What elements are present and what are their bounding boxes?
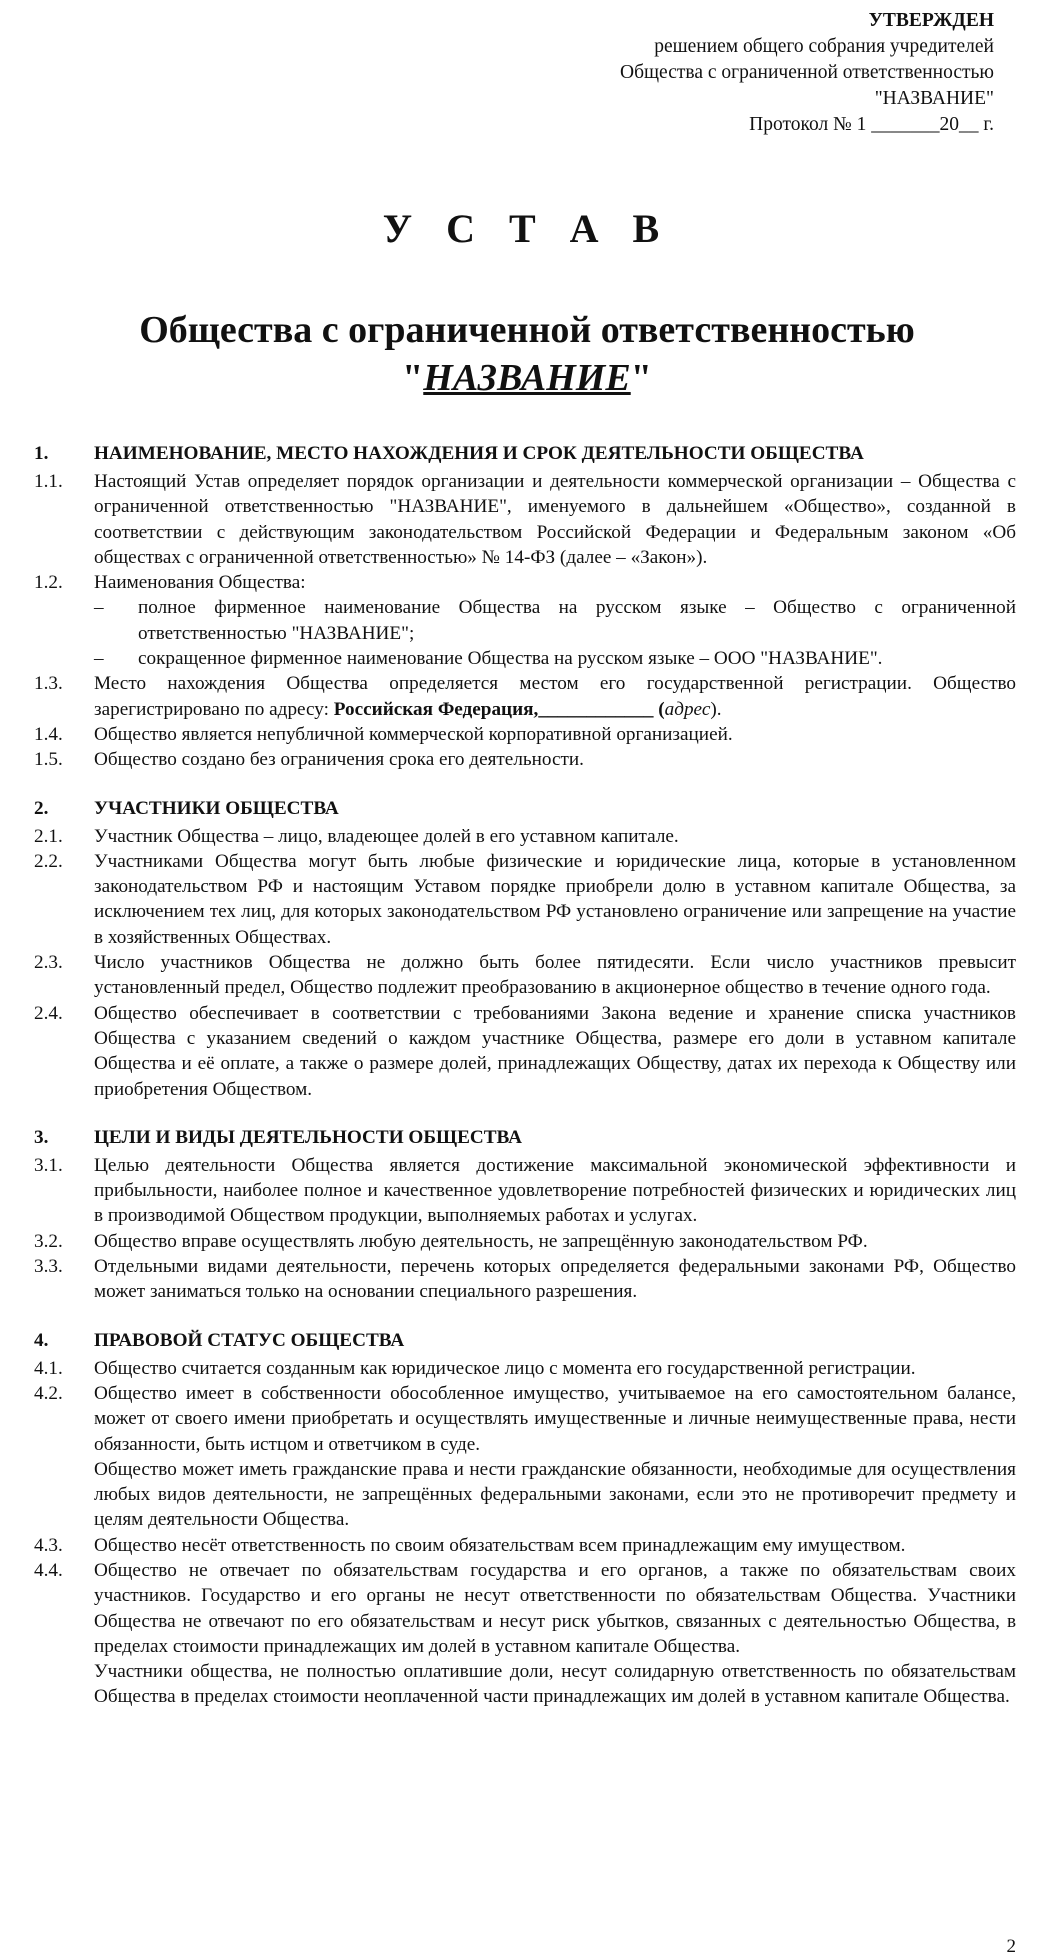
clause [34,671,1016,722]
approval-block [620,8,994,138]
page-number: 2 [1006,1936,1016,1957]
section-spacer [34,773,1016,796]
clause [34,1254,1016,1305]
clause-number: 2.4. [34,1002,63,1024]
charter-body [34,441,1016,1710]
approval-title: УТВЕРЖДЕН [868,10,994,31]
clause-number: 3.2. [34,1230,63,1252]
clause-text: Отдельными видами деятельности, перечень которых определяется федеральными законами РФ, Общество может заниматься только на основании специального разрешения. [94,1256,1016,1303]
section-heading [34,796,1016,822]
clause-text: Общество имеет в собственности обособленное имущество, учитываемое на его самостоятельном балансе, может от своего имени приобретать и осуществлять имущественные и личные неимущественные права, нести обязанности, быть истцом и ответчиком в суде. [94,1382,1016,1455]
clause-text: Целью деятельности Общества является достижение максимальной экономической эффективности и прибыльности, наиболее полное и качественное удовлетворение потребностей физических и юридических лиц в производимой Обществом продукции, выполняемых работах и услугах. [94,1154,1016,1227]
clause-number: 1.3. [34,673,63,695]
organization-title [0,306,1054,402]
quote-open: " [402,357,424,399]
organization-name-line [0,354,1054,402]
clause-text: Общество вправе осуществлять любую деятельность, не запрещённую законодательством РФ. [94,1230,868,1252]
clause-text: Общество создано без ограничения срока его деятельности. [94,749,584,771]
section-heading [34,1125,1016,1151]
clause-text: Наименования Общества: [94,572,306,594]
list-item-text: сокращенное фирменное наименование Общества на русском языке – ООО "НАЗВАНИЕ". [138,648,883,670]
clause-text: Участниками Общества могут быть любые физические и юридические лица, которые в установленном законодательством РФ и настоящим Уставом порядке приобрели долю в уставном капитале Общества, за исключением тех лиц, для которых законодательством РФ установлено ограничение или запрещение на участие в хозяйственных Обществах. [94,850,1016,948]
list-item [34,646,1016,671]
clause [34,1229,1016,1254]
clause-text: Общество является непубличной коммерческой корпоративной организацией. [94,723,733,745]
paren-close: ). [710,698,722,720]
clause-number: 2.3. [34,952,63,974]
clause-number: 1.5. [34,749,63,771]
section-spacer [34,1102,1016,1125]
clause-text: Общество не отвечает по обязательствам государства и его органов, а также по обязательствам своих участников. Государство и его органы не несут ответственности по обязательствам Общества. Участники Общества не отвечают по его обязательствам и несут риск убытков, связанных с деятельностью Общества, в пределах стоимости принадлежащих им долей в уставном капитале Общества. [94,1559,1016,1657]
clause [34,1381,1016,1457]
clause-text: Общество считается созданным как юридическое лицо с момента его государственной регистрации. [94,1357,916,1379]
section-title: НАИМЕНОВАНИЕ, МЕСТО НАХОЖДЕНИЯ И СРОК ДЕЯТЕЛЬНОСТИ ОБЩЕСТВА [94,443,864,464]
list-item [34,595,1016,646]
list-item-text: полное фирменное наименование Общества на русском языке – Общество с ограниченной ответственностью "НАЗВАНИЕ"; [138,597,1016,644]
clause [34,1001,1016,1102]
approval-line: решением общего собрания учредителей [654,36,994,57]
clause-text [94,671,1016,722]
clause-paragraph: Общество может иметь гражданские права и нести гражданские обязанности, необходимые для осуществления любых видов деятельности, не запрещённых федеральными законами, если это не противоречит предмету и целям деятельности Общества. [94,1458,1016,1531]
clause [34,747,1016,772]
document-title: У С Т А В [382,206,672,251]
dash-bullet: – [94,597,104,619]
clause [34,950,1016,1001]
clause [34,1356,1016,1381]
clause-number: 1.1. [34,471,63,492]
clause [34,1558,1016,1659]
clause-number: 4.2. [34,1382,63,1404]
clause-text-part: Место нахождения Общества определяется местом его государственной регистрации. Общество зарегистрировано по адресу: [94,673,1016,720]
quote-close: " [630,357,652,399]
clause-text: Общество обеспечивает в соответствии с требованиями Закона ведение и хранение списка участников Общества с указанием сведений о каждом участнике Общества, размере его доли в уставном капитале Общества и её оплате, а также о размере долей, принадлежащих Обществу, датах их перехода к Обществу или приобретения Обществом. [94,1002,1016,1100]
section-number: 2. [34,797,49,819]
section-number: 4. [34,1329,49,1351]
clause [34,469,1016,570]
clause-text: Общество несёт ответственность по своим обязательствам всем принадлежащим ему имуществом. [94,1534,906,1556]
organization-name: НАЗВАНИЕ [423,357,631,399]
clause [34,1153,1016,1229]
clause-number: 3.1. [34,1154,63,1176]
organization-type: Общества с ограниченной ответственностью [139,309,915,351]
clause [34,824,1016,849]
section-heading [34,1328,1016,1354]
clause-number: 1.2. [34,572,63,594]
clause [34,722,1016,747]
clause-text: Участник Общества – лицо, владеющее долей в его уставном капитале. [94,825,679,847]
clause-text: Число участников Общества не должно быть более пятидесяти. Если число участников превысит установленный предел, Общество подлежит преобразованию в акционерное общество в течение одного года. [94,952,1016,999]
clause [34,570,1016,595]
address-hint: адрес [664,698,711,720]
section-title: УЧАСТНИКИ ОБЩЕСТВА [94,797,339,819]
clause-text: Настоящий Устав определяет порядок организации и деятельности коммерческой организации – Общества с ограниченной ответственностью "НАЗВАНИЕ", именуемого в дальнейшем «Общество», созданной в соответствии с действующим законодательством Российской Федерации и Федеральным законом «Об обществах с ограниченной ответственностью» № 14-ФЗ (далее – «Закон»). [94,471,1016,568]
clause [34,1533,1016,1558]
approval-line: Общества с ограниченной ответственностью [620,62,994,83]
clause-number: 4.3. [34,1534,63,1556]
clause-number: 4.1. [34,1357,63,1379]
section-spacer [34,1305,1016,1328]
paren-open: ( [653,698,665,720]
section-number: 1. [34,443,49,464]
section-number: 3. [34,1126,49,1148]
address-placeholder: Российская Федерация,____________ [333,698,654,720]
clause [34,849,1016,950]
clause-number: 1.4. [34,723,63,745]
section-heading [34,441,1016,467]
clause-number: 3.3. [34,1256,63,1278]
clause-number: 2.2. [34,850,63,872]
approval-protocol: Протокол № 1 _______20__ г. [749,114,994,135]
section-title: ПРАВОВОЙ СТАТУС ОБЩЕСТВА [94,1329,405,1351]
approval-line: "НАЗВАНИЕ" [874,88,994,109]
clause-paragraph: Участники общества, не полностью оплатившие доли, несут солидарную ответственность по обязательствам Общества в пределах стоимости неоплаченной части принадлежащих им долей в уставном капитале Общества. [94,1661,1016,1708]
clause-number: 2.1. [34,825,63,847]
clause-number: 4.4. [34,1559,63,1581]
section-title: ЦЕЛИ И ВИДЫ ДЕЯТЕЛЬНОСТИ ОБЩЕСТВА [94,1126,522,1148]
dash-bullet: – [94,648,104,670]
